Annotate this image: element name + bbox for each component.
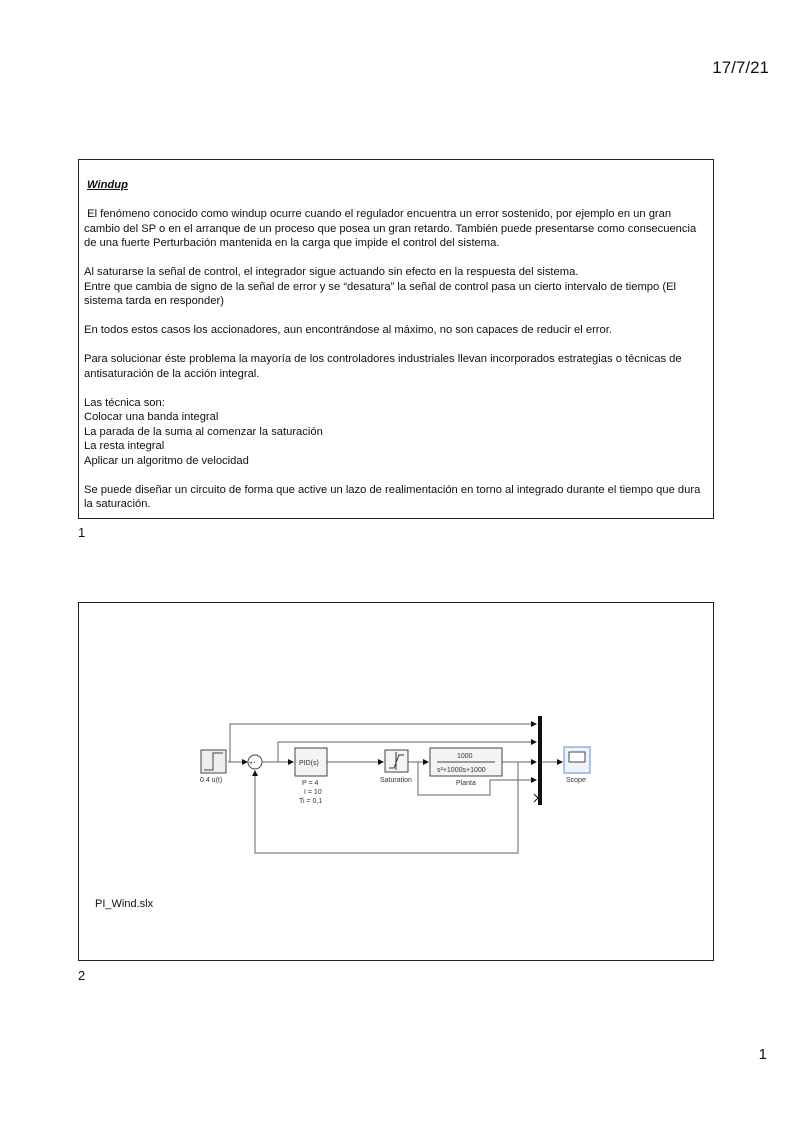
list-item: La resta integral [84,440,165,452]
slide-title: Windup [87,179,128,191]
saturation-label: Saturation [380,777,412,784]
page-number: 1 [758,1046,767,1063]
list-item: Colocar una banda integral [84,411,219,423]
slide-number: 1 [78,525,86,540]
paragraph: El fenómeno conocido como windup ocurre cuando el regulador encuentra un error sostenido, por ejemplo en un gran cambio del SP o en el arranque de un proceso que posea un gran retardo. También puede presentarse como consecuencia de una fuerte Perturbación mantenida en la carga que impide el control del sistema. [84,208,700,249]
plant-denominator: s²+1000s+1000 [437,767,486,774]
step-block[interactable] [200,750,226,784]
date: 17/7/21 [712,58,769,77]
saturation-block[interactable] [380,750,412,784]
scope-label: Scope [566,777,586,784]
mux-block[interactable] [538,716,542,805]
plant-label: Planta [456,780,476,787]
paragraph: Se puede diseñar un circuito de forma que active un lazo de realimentación en torno al integrado durante el tiempo que dura la saturación. [84,483,701,510]
pid-param: I = 10 [304,789,322,796]
slide-number: 2 [78,968,86,983]
sum-signs: +- [249,760,256,767]
pid-block[interactable] [295,748,327,805]
step-label: 0.4 u(t) [200,777,223,784]
mux-open-port-icon [534,794,538,802]
filename: PI_Wind.slx [95,898,154,910]
pid-label: PID(s) [299,760,319,767]
list-heading: Las técnica son: [84,396,165,409]
list-item: Aplicar un algoritmo de velocidad [84,454,249,467]
scope-block[interactable] [564,747,590,784]
paragraph: Al saturarse la señal de control, el integrador sigue actuando sin efecto en la respuesta del sistema. [84,266,579,278]
plant-block[interactable] [430,748,502,787]
paragraph: Para solucionar éste problema la mayoría de los controladores industriales llevan incorporados estrategias o técnicas de antisaturación de la acción integral. [84,353,682,380]
paragraph: Entre que cambia de signo de la señal de error y se “desatura” la señal de control pasa un cierto intervalo de tiempo (El sistema tarda en responder) [84,280,677,307]
list-item: La parada de la suma al comenzar la saturación [84,425,323,438]
pid-param: P = 4 [302,780,319,787]
plant-numerator: 1000 [457,753,473,760]
paragraph: En todos estos casos los accionadores, aun encontrándose al máximo, no son capaces de reducir el error. [84,324,612,336]
pid-param: Ti = 0,1 [299,798,323,805]
sum-block[interactable] [248,755,262,769]
